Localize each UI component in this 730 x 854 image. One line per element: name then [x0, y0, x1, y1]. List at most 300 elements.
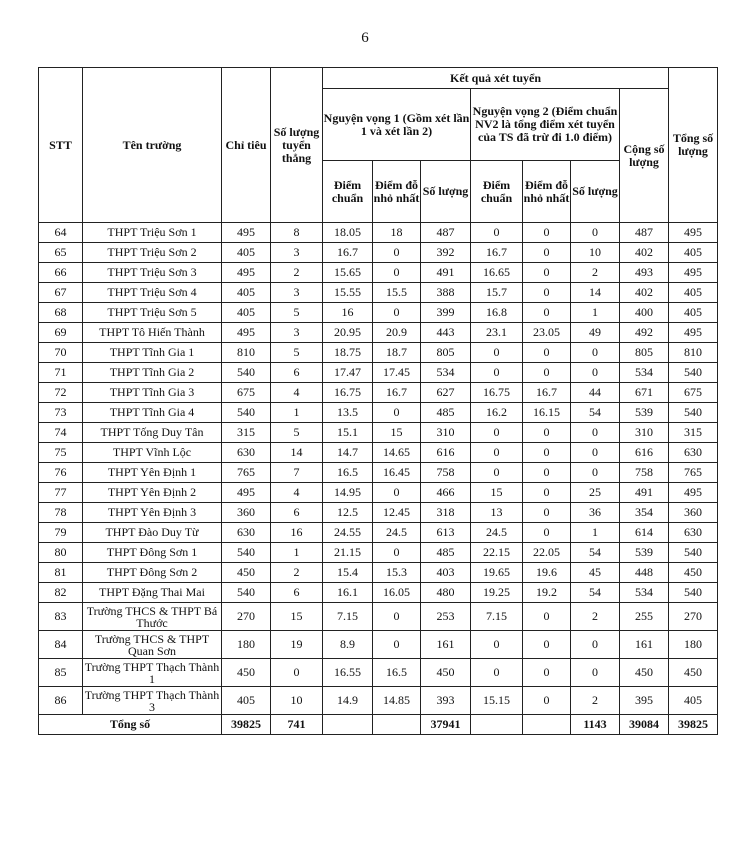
cell-nv1-count: 393 — [421, 687, 471, 715]
cell-nv1-count: 450 — [421, 659, 471, 687]
cell-nv1-count: 466 — [421, 483, 471, 503]
cell-nv1-min: 14.65 — [373, 443, 421, 463]
cell-nv2-count: 2 — [571, 603, 620, 631]
header-nv1-count: Số lượng — [421, 161, 471, 223]
cell-nv2-cutoff: 7.15 — [471, 603, 523, 631]
cell-quota: 180 — [222, 631, 271, 659]
cell-nv2-cutoff: 16.65 — [471, 263, 523, 283]
cell-nv1-count: 403 — [421, 563, 471, 583]
cell-grand-total: 405 — [669, 687, 718, 715]
cell-nv1-count: 480 — [421, 583, 471, 603]
cell-nv1-count: 613 — [421, 523, 471, 543]
cell-nv2-count: 10 — [571, 243, 620, 263]
cell-nv2-count: 14 — [571, 283, 620, 303]
cell-nv-sum: 400 — [620, 303, 669, 323]
cell-nv2-cutoff: 13 — [471, 503, 523, 523]
table-row — [39, 363, 718, 383]
cell-direct: 16 — [271, 523, 323, 543]
cell-nv2-min: 0 — [523, 603, 571, 631]
cell-nv1-cutoff: 21.15 — [323, 543, 373, 563]
cell-grand-total: 450 — [669, 659, 718, 687]
cell-direct: 7 — [271, 463, 323, 483]
cell-nv1-count: 758 — [421, 463, 471, 483]
cell-nv1-count: 487 — [421, 223, 471, 243]
header-nv2-min: Điểm đỗ nhỏ nhất — [523, 161, 571, 223]
cell-nv1-min: 17.45 — [373, 363, 421, 383]
cell-nv2-min: 22.05 — [523, 543, 571, 563]
table-row — [39, 523, 718, 543]
cell-grand-total: 540 — [669, 543, 718, 563]
cell-nv1-cutoff: 16.1 — [323, 583, 373, 603]
cell-quota: 810 — [222, 343, 271, 363]
cell-nv2-cutoff: 16.75 — [471, 383, 523, 403]
cell-grand-total: 540 — [669, 403, 718, 423]
cell-school-name: THPT Yên Định 2 — [83, 483, 222, 503]
cell-nv1-count: 388 — [421, 283, 471, 303]
cell-nv2-count: 25 — [571, 483, 620, 503]
table-row — [39, 403, 718, 423]
cell-quota: 540 — [222, 363, 271, 383]
header-nv2-count: Số lượng — [571, 161, 620, 223]
cell-nv1-count: 310 — [421, 423, 471, 443]
table-row — [39, 423, 718, 443]
cell-nv2-count: 0 — [571, 631, 620, 659]
cell-grand-total: 630 — [669, 523, 718, 543]
cell-nv2-cutoff: 16.2 — [471, 403, 523, 423]
table-row — [39, 283, 718, 303]
table-row — [39, 583, 718, 603]
cell-quota: 630 — [222, 443, 271, 463]
cell-nv1-count: 805 — [421, 343, 471, 363]
cell-direct: 6 — [271, 503, 323, 523]
cell-nv1-min: 0 — [373, 243, 421, 263]
cell-quota: 360 — [222, 503, 271, 523]
cell-school-name: THPT Tĩnh Gia 3 — [83, 383, 222, 403]
table-body — [39, 223, 718, 715]
cell-quota: 270 — [222, 603, 271, 631]
cell-stt: 76 — [39, 463, 83, 483]
cell-nv1-cutoff: 16.75 — [323, 383, 373, 403]
cell-grand-total: 315 — [669, 423, 718, 443]
total-sum: 39084 — [620, 715, 669, 735]
cell-school-name: THPT Triệu Sơn 1 — [83, 223, 222, 243]
cell-nv2-cutoff: 22.15 — [471, 543, 523, 563]
cell-quota: 495 — [222, 323, 271, 343]
total-empty-cell — [523, 715, 571, 735]
cell-nv-sum: 805 — [620, 343, 669, 363]
cell-nv2-min: 0 — [523, 343, 571, 363]
cell-nv1-count: 443 — [421, 323, 471, 343]
cell-school-name: THPT Đông Sơn 1 — [83, 543, 222, 563]
cell-nv-sum: 534 — [620, 583, 669, 603]
cell-quota: 495 — [222, 223, 271, 243]
cell-nv-sum: 354 — [620, 503, 669, 523]
cell-grand-total: 180 — [669, 631, 718, 659]
cell-school-name: THPT Triệu Sơn 5 — [83, 303, 222, 323]
table-row — [39, 463, 718, 483]
cell-nv2-count: 1 — [571, 303, 620, 323]
total-empty-cell — [373, 715, 421, 735]
table-row — [39, 343, 718, 363]
cell-nv1-min: 15 — [373, 423, 421, 443]
cell-nv-sum: 493 — [620, 263, 669, 283]
cell-nv1-min: 15.3 — [373, 563, 421, 583]
cell-nv1-min: 0 — [373, 603, 421, 631]
cell-stt: 69 — [39, 323, 83, 343]
cell-nv1-min: 0 — [373, 483, 421, 503]
cell-nv1-cutoff: 15.4 — [323, 563, 373, 583]
header-results: Kết quả xét tuyển — [323, 68, 669, 89]
cell-nv1-min: 20.9 — [373, 323, 421, 343]
cell-nv2-min: 0 — [523, 631, 571, 659]
cell-nv1-cutoff: 17.47 — [323, 363, 373, 383]
cell-school-name: THPT Tống Duy Tân — [83, 423, 222, 443]
cell-quota: 405 — [222, 687, 271, 715]
cell-nv2-cutoff: 16.8 — [471, 303, 523, 323]
header-stt: STT — [39, 68, 83, 223]
cell-quota: 630 — [222, 523, 271, 543]
cell-nv2-min: 0 — [523, 443, 571, 463]
cell-direct: 2 — [271, 563, 323, 583]
cell-nv2-min: 16.7 — [523, 383, 571, 403]
cell-stt: 78 — [39, 503, 83, 523]
table-row — [39, 323, 718, 343]
cell-nv2-count: 2 — [571, 687, 620, 715]
cell-quota: 495 — [222, 483, 271, 503]
cell-nv1-min: 24.5 — [373, 523, 421, 543]
table-row — [39, 659, 718, 687]
cell-grand-total: 540 — [669, 363, 718, 383]
cell-stt: 85 — [39, 659, 83, 687]
cell-nv1-min: 14.85 — [373, 687, 421, 715]
cell-nv1-count: 485 — [421, 403, 471, 423]
cell-nv1-cutoff: 16.7 — [323, 243, 373, 263]
cell-nv2-min: 0 — [523, 523, 571, 543]
cell-stt: 68 — [39, 303, 83, 323]
cell-nv2-count: 0 — [571, 443, 620, 463]
cell-grand-total: 405 — [669, 283, 718, 303]
cell-school-name: THPT Đặng Thai Mai — [83, 583, 222, 603]
cell-nv2-count: 2 — [571, 263, 620, 283]
cell-nv-sum: 492 — [620, 323, 669, 343]
cell-nv1-min: 0 — [373, 263, 421, 283]
cell-quota: 765 — [222, 463, 271, 483]
cell-nv1-cutoff: 16.55 — [323, 659, 373, 687]
cell-stt: 79 — [39, 523, 83, 543]
cell-quota: 540 — [222, 403, 271, 423]
cell-nv2-count: 45 — [571, 563, 620, 583]
cell-stt: 67 — [39, 283, 83, 303]
cell-nv-sum: 255 — [620, 603, 669, 631]
total-empty-cell — [471, 715, 523, 735]
cell-nv1-count: 399 — [421, 303, 471, 323]
cell-direct: 3 — [271, 283, 323, 303]
cell-nv2-cutoff: 16.7 — [471, 243, 523, 263]
cell-nv2-cutoff: 15 — [471, 483, 523, 503]
cell-nv1-count: 534 — [421, 363, 471, 383]
cell-direct: 10 — [271, 687, 323, 715]
cell-nv2-min: 0 — [523, 223, 571, 243]
cell-nv2-cutoff: 15.15 — [471, 687, 523, 715]
cell-nv1-cutoff: 20.95 — [323, 323, 373, 343]
cell-nv1-cutoff: 16 — [323, 303, 373, 323]
cell-nv1-cutoff: 7.15 — [323, 603, 373, 631]
cell-nv2-count: 0 — [571, 463, 620, 483]
cell-nv-sum: 614 — [620, 523, 669, 543]
cell-school-name: Trường THCS & THPT Quan Sơn — [83, 631, 222, 659]
total-quota: 39825 — [222, 715, 271, 735]
cell-grand-total: 495 — [669, 323, 718, 343]
header-nv-sum: Cộng số lượng — [620, 89, 669, 223]
cell-quota: 675 — [222, 383, 271, 403]
table-row — [39, 503, 718, 523]
header-nv1-min: Điểm đỗ nhỏ nhất — [373, 161, 421, 223]
cell-quota: 495 — [222, 263, 271, 283]
total-nv2-count: 1143 — [571, 715, 620, 735]
cell-stt: 80 — [39, 543, 83, 563]
cell-school-name: THPT Tô Hiến Thành — [83, 323, 222, 343]
total-nv1-count: 37941 — [421, 715, 471, 735]
cell-nv1-min: 0 — [373, 543, 421, 563]
cell-nv2-count: 54 — [571, 403, 620, 423]
cell-nv2-cutoff: 0 — [471, 363, 523, 383]
cell-nv1-cutoff: 14.7 — [323, 443, 373, 463]
cell-nv1-cutoff: 16.5 — [323, 463, 373, 483]
cell-school-name: Trường THPT Thạch Thành 1 — [83, 659, 222, 687]
cell-nv-sum: 161 — [620, 631, 669, 659]
cell-nv2-min: 0 — [523, 463, 571, 483]
cell-nv2-min: 0 — [523, 303, 571, 323]
table-row — [39, 243, 718, 263]
cell-nv2-min: 0 — [523, 243, 571, 263]
cell-direct: 15 — [271, 603, 323, 631]
table-row — [39, 263, 718, 283]
cell-grand-total: 765 — [669, 463, 718, 483]
cell-grand-total: 405 — [669, 243, 718, 263]
cell-stt: 71 — [39, 363, 83, 383]
header-nv1: Nguyện vọng 1 (Gồm xét lần 1 và xét lần 2) — [323, 89, 471, 161]
cell-nv1-count: 485 — [421, 543, 471, 563]
cell-nv1-count: 491 — [421, 263, 471, 283]
cell-nv2-cutoff: 19.25 — [471, 583, 523, 603]
cell-nv1-min: 16.05 — [373, 583, 421, 603]
cell-direct: 5 — [271, 423, 323, 443]
page-number: 6 — [361, 30, 369, 46]
cell-direct: 19 — [271, 631, 323, 659]
cell-direct: 4 — [271, 383, 323, 403]
cell-direct: 1 — [271, 403, 323, 423]
cell-quota: 405 — [222, 243, 271, 263]
cell-school-name: THPT Triệu Sơn 4 — [83, 283, 222, 303]
cell-nv2-min: 16.15 — [523, 403, 571, 423]
cell-nv2-min: 0 — [523, 263, 571, 283]
cell-nv2-count: 44 — [571, 383, 620, 403]
header-direct: Số lượng tuyển thẳng — [271, 68, 323, 223]
cell-grand-total: 270 — [669, 603, 718, 631]
cell-stt: 64 — [39, 223, 83, 243]
cell-nv1-cutoff: 15.1 — [323, 423, 373, 443]
cell-nv-sum: 402 — [620, 243, 669, 263]
cell-direct: 6 — [271, 583, 323, 603]
cell-nv1-min: 16.7 — [373, 383, 421, 403]
total-grand: 39825 — [669, 715, 718, 735]
cell-nv2-cutoff: 19.65 — [471, 563, 523, 583]
cell-nv2-count: 0 — [571, 223, 620, 243]
cell-nv2-min: 0 — [523, 687, 571, 715]
cell-nv1-min: 18 — [373, 223, 421, 243]
cell-stt: 86 — [39, 687, 83, 715]
cell-nv2-count: 49 — [571, 323, 620, 343]
cell-stt: 75 — [39, 443, 83, 463]
cell-nv1-count: 627 — [421, 383, 471, 403]
cell-nv2-count: 36 — [571, 503, 620, 523]
cell-nv-sum: 395 — [620, 687, 669, 715]
cell-nv2-min: 19.2 — [523, 583, 571, 603]
cell-nv1-count: 253 — [421, 603, 471, 631]
cell-nv2-cutoff: 0 — [471, 423, 523, 443]
cell-quota: 450 — [222, 563, 271, 583]
cell-school-name: THPT Đông Sơn 2 — [83, 563, 222, 583]
cell-nv2-cutoff: 24.5 — [471, 523, 523, 543]
total-direct: 741 — [271, 715, 323, 735]
cell-nv2-min: 0 — [523, 423, 571, 443]
header-school: Tên trường — [83, 68, 222, 223]
cell-nv1-min: 16.5 — [373, 659, 421, 687]
header-grand-total: Tổng số lượng — [669, 68, 718, 223]
cell-nv1-cutoff: 15.65 — [323, 263, 373, 283]
cell-grand-total: 675 — [669, 383, 718, 403]
cell-quota: 540 — [222, 543, 271, 563]
cell-nv2-cutoff: 0 — [471, 631, 523, 659]
cell-quota: 315 — [222, 423, 271, 443]
cell-nv2-count: 0 — [571, 363, 620, 383]
cell-nv2-cutoff: 23.1 — [471, 323, 523, 343]
cell-direct: 1 — [271, 543, 323, 563]
cell-grand-total: 810 — [669, 343, 718, 363]
cell-nv-sum: 310 — [620, 423, 669, 443]
cell-nv1-cutoff: 14.9 — [323, 687, 373, 715]
table-row — [39, 687, 718, 715]
cell-nv2-min: 0 — [523, 659, 571, 687]
cell-nv1-count: 318 — [421, 503, 471, 523]
cell-direct: 2 — [271, 263, 323, 283]
cell-quota: 405 — [222, 303, 271, 323]
cell-nv2-cutoff: 0 — [471, 343, 523, 363]
total-label: Tổng số — [39, 715, 222, 735]
cell-grand-total: 360 — [669, 503, 718, 523]
cell-school-name: THPT Tĩnh Gia 2 — [83, 363, 222, 383]
cell-nv-sum: 534 — [620, 363, 669, 383]
table-row — [39, 383, 718, 403]
cell-nv1-cutoff: 12.5 — [323, 503, 373, 523]
cell-nv1-min: 0 — [373, 303, 421, 323]
cell-stt: 74 — [39, 423, 83, 443]
cell-nv-sum: 487 — [620, 223, 669, 243]
table-row — [39, 443, 718, 463]
cell-nv1-min: 12.45 — [373, 503, 421, 523]
cell-direct: 3 — [271, 323, 323, 343]
cell-nv1-min: 15.5 — [373, 283, 421, 303]
cell-stt: 77 — [39, 483, 83, 503]
cell-nv2-min: 23.05 — [523, 323, 571, 343]
cell-direct: 0 — [271, 659, 323, 687]
cell-nv2-cutoff: 15.7 — [471, 283, 523, 303]
cell-nv2-cutoff: 0 — [471, 659, 523, 687]
cell-nv2-count: 0 — [571, 423, 620, 443]
cell-nv1-count: 392 — [421, 243, 471, 263]
cell-school-name: THPT Tĩnh Gia 1 — [83, 343, 222, 363]
cell-stt: 83 — [39, 603, 83, 631]
cell-school-name: THPT Yên Định 3 — [83, 503, 222, 523]
cell-direct: 8 — [271, 223, 323, 243]
cell-nv-sum: 450 — [620, 659, 669, 687]
header-nv1-cutoff: Điểm chuẩn — [323, 161, 373, 223]
cell-school-name: THPT Triệu Sơn 2 — [83, 243, 222, 263]
cell-nv-sum: 402 — [620, 283, 669, 303]
header-nv2-cutoff: Điểm chuẩn — [471, 161, 523, 223]
table-row — [39, 543, 718, 563]
cell-nv2-min: 0 — [523, 483, 571, 503]
cell-nv2-count: 54 — [571, 583, 620, 603]
cell-nv-sum: 758 — [620, 463, 669, 483]
cell-nv2-min: 0 — [523, 503, 571, 523]
cell-nv1-cutoff: 13.5 — [323, 403, 373, 423]
cell-nv1-min: 16.45 — [373, 463, 421, 483]
cell-nv2-count: 0 — [571, 659, 620, 687]
cell-grand-total: 540 — [669, 583, 718, 603]
cell-grand-total: 450 — [669, 563, 718, 583]
cell-quota: 450 — [222, 659, 271, 687]
cell-school-name: Trường THCS & THPT Bá Thước — [83, 603, 222, 631]
cell-nv-sum: 671 — [620, 383, 669, 403]
cell-nv2-cutoff: 0 — [471, 223, 523, 243]
cell-grand-total: 495 — [669, 263, 718, 283]
cell-stt: 73 — [39, 403, 83, 423]
cell-grand-total: 495 — [669, 483, 718, 503]
cell-nv1-min: 18.7 — [373, 343, 421, 363]
cell-nv2-count: 0 — [571, 343, 620, 363]
cell-grand-total: 405 — [669, 303, 718, 323]
cell-nv2-cutoff: 0 — [471, 463, 523, 483]
cell-nv-sum: 539 — [620, 403, 669, 423]
table-row — [39, 223, 718, 243]
header-quota: Chỉ tiêu — [222, 68, 271, 223]
cell-nv1-cutoff: 15.55 — [323, 283, 373, 303]
cell-school-name: THPT Vĩnh Lộc — [83, 443, 222, 463]
cell-grand-total: 495 — [669, 223, 718, 243]
cell-school-name: THPT Triệu Sơn 3 — [83, 263, 222, 283]
cell-direct: 4 — [271, 483, 323, 503]
cell-stt: 65 — [39, 243, 83, 263]
cell-school-name: Trường THPT Thạch Thành 3 — [83, 687, 222, 715]
table-row — [39, 563, 718, 583]
cell-nv1-count: 161 — [421, 631, 471, 659]
cell-nv1-cutoff: 18.75 — [323, 343, 373, 363]
table-row — [39, 631, 718, 659]
cell-nv2-min: 0 — [523, 363, 571, 383]
cell-direct: 14 — [271, 443, 323, 463]
cell-nv-sum: 491 — [620, 483, 669, 503]
table-row — [39, 603, 718, 631]
admission-results-table — [38, 67, 718, 735]
cell-stt: 82 — [39, 583, 83, 603]
cell-nv-sum: 539 — [620, 543, 669, 563]
cell-stt: 84 — [39, 631, 83, 659]
cell-nv1-cutoff: 18.05 — [323, 223, 373, 243]
cell-nv1-min: 0 — [373, 403, 421, 423]
cell-nv2-count: 1 — [571, 523, 620, 543]
cell-stt: 66 — [39, 263, 83, 283]
